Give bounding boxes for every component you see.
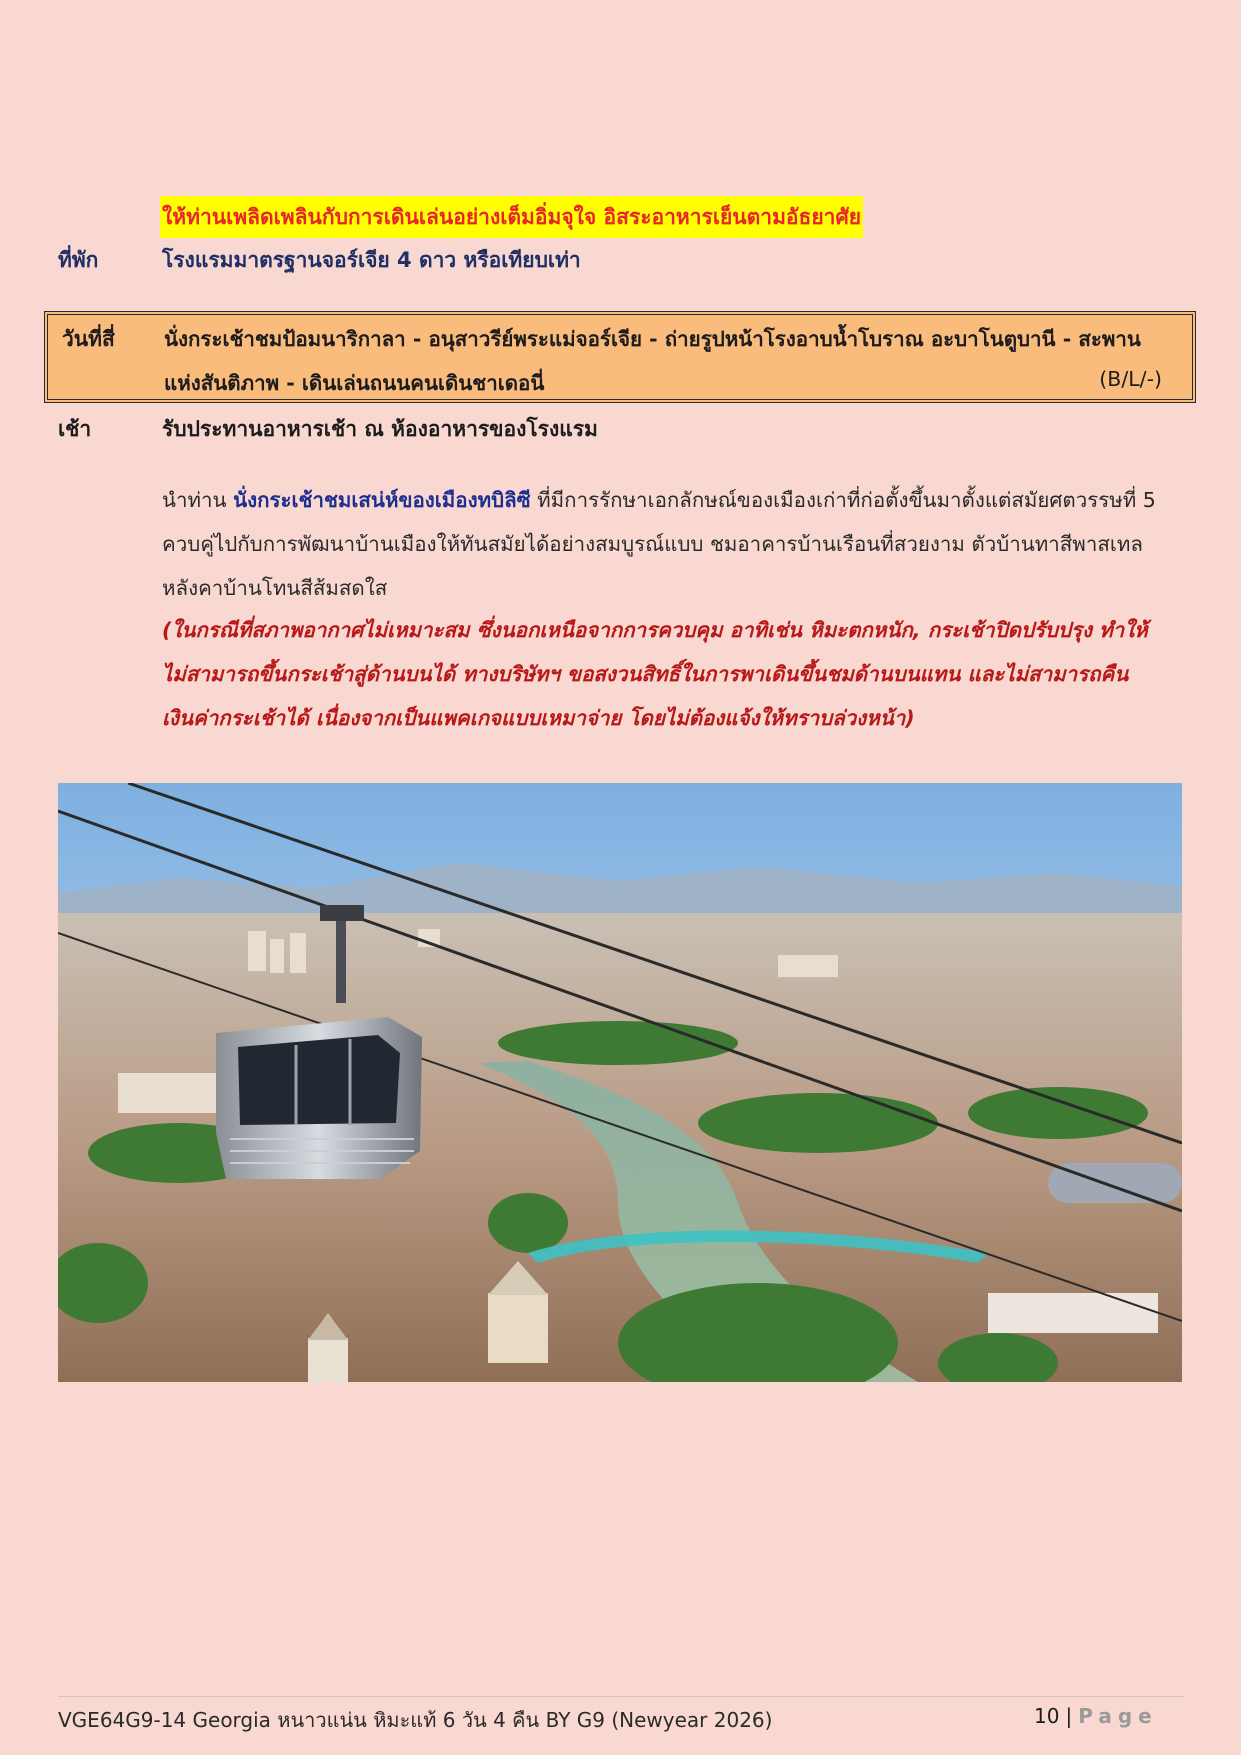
hotel-label: ที่พัก <box>58 248 99 272</box>
highlight-notice: ให้ท่านเพลิดเพลินกับการเดินเล่นอย่างเต็มอิ่มจุใจ อิสระอาหารเย็นตามอัธยาศัย <box>160 196 863 238</box>
paragraph-line2: ควบคู่ไปกับการพัฒนาบ้านเมืองให้ทันสมัยได้อย่างสมบูรณ์แบบ ชมอาคารบ้านเรือนที่สวยงาม ตัวบ้านทาสีพาสเทล <box>162 532 1143 556</box>
cable-car-highlight: นั่งกระเช้าชมเสน่ห์ของเมืองทบิลิซี <box>233 488 531 512</box>
footer-tour-code: VGE64G9-14 Georgia หนาวแน่น หิมะแท้ 6 วัน 4 คืน BY G9 (Newyear 2026) <box>58 1708 773 1732</box>
hotel-text: โรงแรมมาตรฐานจอร์เจีย 4 ดาว หรือเทียบเท่า <box>162 248 581 272</box>
day-header-box <box>44 311 1196 403</box>
note-line3: เงินค่ากระเช้าได้ เนื่องจากเป็นแพคเกจแบบเหมาจ่าย โดยไม่ต้องแจ้งให้ทราบล่วงหน้า) <box>162 706 915 730</box>
day-title-line2: แห่งสันติภาพ - เดินเล่นถนนคนเดินชาเดอนี่ <box>164 371 545 395</box>
paragraph-line1-prefix: นำท่าน <box>162 488 234 512</box>
footer-page <box>1034 1704 1158 1728</box>
paragraph-line1 <box>162 484 1156 517</box>
note-line1: (ในกรณีที่สภาพอากาศไม่เหมาะสม ซึ่งนอกเหนือจากการควบคุม อาทิเช่น หิมะตกหนัก, กระเช้าปิดปรับปรุง ทำให้ <box>162 618 1148 642</box>
note-line2: ไม่สามารถขึ้นกระเช้าสู่ด้านบนได้ ทางบริษัทฯ ขอสงวนสิทธิ์ในการพาเดินขึ้นชมด้านบนแทน และไม่สามารถคืน <box>162 662 1129 686</box>
day-meals: (B/L/-) <box>1099 367 1162 391</box>
page-number: 10 <box>1034 1704 1060 1728</box>
day-label: วันที่สี่ <box>62 327 115 351</box>
breakfast-text: รับประทานอาหารเช้า ณ ห้องอาหารของโรงแรม <box>162 417 598 441</box>
breakfast-label: เช้า <box>58 417 92 441</box>
paragraph-line1-suffix: ที่มีการรักษาเอกลักษณ์ของเมืองเก่าที่ก่อตั้งขึ้นมาตั้งแต่สมัยศตวรรษที่ 5 <box>530 488 1156 512</box>
day-title-line1: นั่งกระเช้าชมป้อมนาริกาลา - อนุสาวรีย์พระแม่จอร์เจีย - ถ่ายรูปหน้าโรงอาบน้ำโบราณ อะบาโนตูบานี - สะพาน <box>164 327 1141 351</box>
tbilisi-cable-car-photo <box>58 783 1182 1382</box>
paragraph-line3: หลังคาบ้านโทนสีส้มสดใส <box>162 576 388 600</box>
page-separator: | <box>1065 1704 1073 1728</box>
footer-divider <box>58 1696 1184 1697</box>
page-word: Page <box>1078 1704 1158 1728</box>
